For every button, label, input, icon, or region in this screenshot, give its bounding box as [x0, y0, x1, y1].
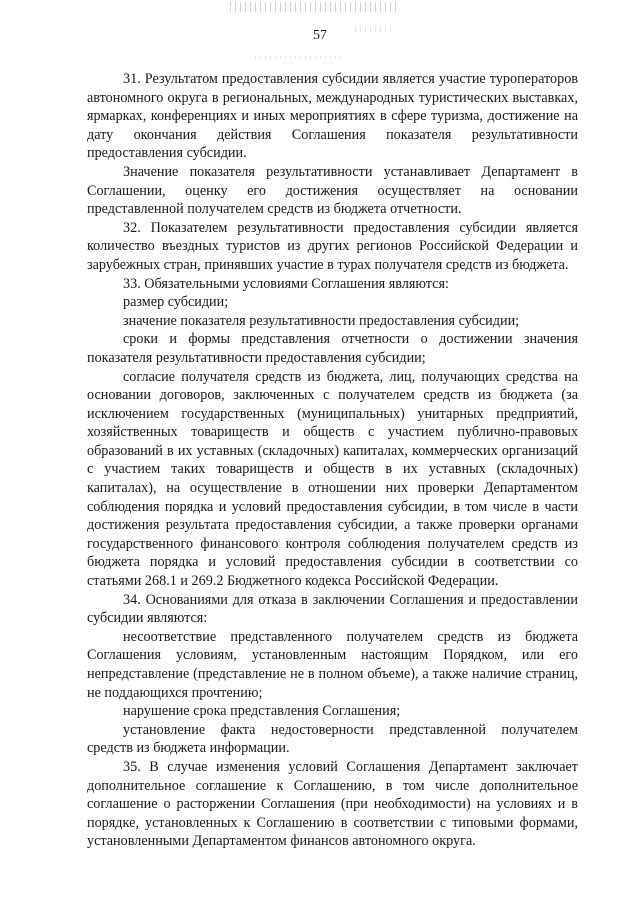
refusal-false-info: установление факта недостоверности представленной получателем средств из бюджета информации. [87, 721, 578, 757]
scan-artifact [255, 56, 345, 59]
paragraph-35: 35. В случае изменения условий Соглашения Департамент заключает дополнительное соглашение к Соглашению, в том числе дополнительное соглашение о расторжении Соглашения (при необходимости) на условиях и в порядке, установленных к Соглашению в соответствии с типовыми формами, установленными Департаментом финансов автономного округа. [87, 758, 578, 850]
page-number: 57 [313, 28, 327, 43]
condition-consent-audit: согласие получателя средств из бюджета, лиц, получающих средства на основании договоров, заключенных с получателем средств из бюджета (за исключением государственных (муниципальных) унитарных предприятий, хозяйственных товариществ и обществ с участием публично-правовых образований в их уставных (складочных) капиталах, коммерческих организаций с участием таких товариществ и обществ в их уставных (складочных) капиталах), на осуществление в отношении них проверки Департаментом соблюдения порядка и условий предоставления субсидии, в том числе в части достижения результата предоставления субсидии, а также проверки органами государственного финансового контроля соблюдения получателем средств из бюджета порядка и условий предоставления субсидии в соответствии со статьями 268.1 и 269.2 Бюджетного кодекса Российской Федерации. [87, 368, 578, 590]
paragraph-31: 31. Результатом предоставления субсидии является участие туроператоров автономного округа в региональных, международных туристических выставках, ярмарках, конференциях и иных мероприятиях в сфере туризма, достижение на дату окончания действия Соглашения показателя результативности предоставления субсидии. [87, 71, 578, 162]
paragraph-31-indicator: Значение показателя результативности устанавливает Департамент в Соглашении, оценку его достижения осуществляет на основании представленной получателем средств из бюджета отчетности. [87, 163, 578, 218]
condition-subsidy-size: размер субсидии; [123, 294, 229, 311]
paragraph-32: 32. Показателем результативности предоставления субсидии является количество въездных туристов из других регионов Российской Федерации и зарубежных стран, принявших участие в турах получателя средств из бюджета. [87, 219, 578, 273]
condition-indicator-value: значение показателя результативности предоставления субсидии; [123, 312, 520, 329]
refusal-deadline: нарушение срока представления Соглашения; [123, 703, 401, 720]
refusal-noncompliance: несоответствие представленного получателем средств из бюджета Соглашения условиям, установленным настоящим Порядком, или его непредставление (представление не в полном объеме), а также наличие страниц, не поддающихся прочтению; [87, 628, 578, 701]
scan-artifact [230, 2, 400, 12]
condition-reporting: сроки и формы представления отчетности о достижении значения показателя результативности предоставления субсидии; [87, 331, 578, 366]
document-body [87, 70, 578, 851]
paragraph-33: 33. Обязательными условиями Соглашения являются: [123, 275, 449, 292]
paragraph-34: 34. Основаниями для отказа в заключении Соглашения и предоставлении субсидии являются: [87, 591, 578, 627]
